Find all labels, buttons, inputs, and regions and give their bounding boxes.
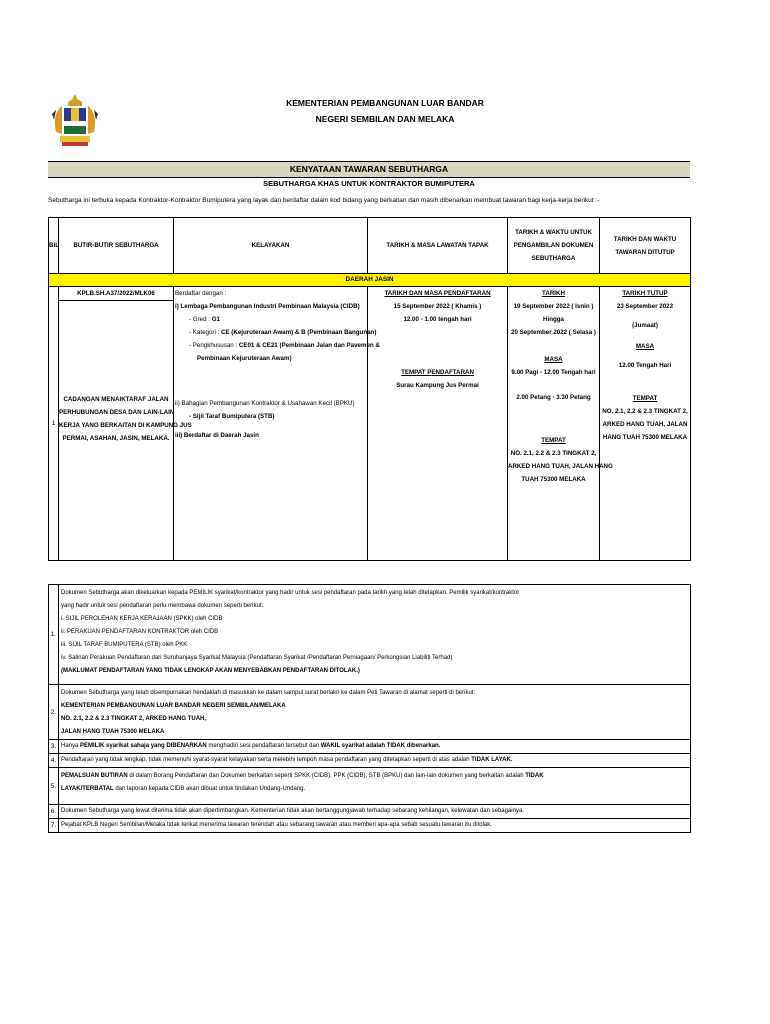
ambil-time-morning: 9.00 Pagi - 12.00 Tengah hari [511, 369, 596, 376]
note-item [49, 805, 691, 819]
note-6: Dokumen Sebutharga yang lewat diterima tidak akan dipertimbangkan. Kementerian tidak akan bertanggungjawab terhadap sebarang kehilangan, kelewatan dan sebagainya. [59, 805, 691, 819]
notice-title: KENYATAAN TAWARAN SEBUTHARGA [48, 161, 690, 178]
note-2 [59, 685, 691, 740]
kelayakan-kategori [175, 326, 377, 339]
note-1-line: iii. SIJIL TARAF BUMIPUTERA (STB) oleh PKK [61, 642, 188, 648]
row-desc-line: PERHUBUNGAN DESA DAN LAIN-LAIN [59, 409, 175, 416]
ambil-masa-heading: MASA [544, 356, 563, 363]
note-item [49, 754, 691, 768]
note-4-part: Pendaftaran yang tidak lengkap, tidak memenuhi syarat-syarat kelayakan serta melebihi tempoh masa pendaftaran yang ditetapkan seperti di atas adalah [61, 757, 472, 763]
header-pengambilan-line1: TARIKH & WAKTU UNTUK [515, 229, 592, 236]
header-butir: BUTIR-BUTIR SEBUTHARGA [59, 218, 174, 274]
header-tutup [600, 218, 691, 274]
tutup-tempat-line: NO. 2.1, 2.2 & 2.3 TINGKAT 2, [602, 408, 688, 415]
kelayakan-intro: Berdaftar dengan : [175, 290, 227, 297]
note-4-part: TIDAK LAYAK. [471, 757, 513, 763]
note-number: 6. [49, 805, 59, 819]
note-2-line: NO. 2.1, 2.2 & 2.3 TINGKAT 2, ARKED HANG TUAH, [61, 716, 207, 722]
note-3-part: PEMILIK syarikat sahaja yang DIBENARKAN [80, 743, 207, 749]
kelayakan-cidb: i) Lembaga Pembangunan Industri Pembinaan Malaysia (CIDB) [175, 303, 360, 310]
note-number: 3. [49, 740, 59, 754]
note-number: 1. [49, 585, 59, 685]
note-item [49, 768, 691, 805]
ambil-date-from: 19 September 2022 ( Isnin ) [513, 303, 594, 310]
note-number: 5. [49, 768, 59, 805]
gred-value: G1 [211, 316, 220, 323]
kelayakan-pengkhususan [175, 339, 380, 352]
kategori-label: - Kategori : [189, 329, 221, 336]
note-2-line: KEMENTERIAN PEMBANGUNAN LUAR BANDAR NEGERI SEMBILAN/MELAKA [61, 703, 286, 709]
header-lawatan: TARIKH & MASA LAWATAN TAPAK [368, 218, 508, 274]
note-item [49, 585, 691, 685]
note-7: Pejabat KPLB Negeri Sembilan/Melaka tidak terikat menerima tawaran terendah atau sebarang tawaran atau memberi apa-apa sebab sesuatu tawaran itu ditolak. [59, 819, 691, 833]
note-item [49, 740, 691, 754]
tutup-tempat-heading: TEMPAT [632, 395, 658, 402]
note-1-line: (MAKLUMAT PENDAFTARAN YANG TIDAK LENGKAP AKAN MENYEBABKAN PENDAFTARAN DITOLAK.) [61, 668, 360, 674]
table-header-row [49, 218, 691, 274]
note-5 [59, 768, 691, 805]
note-3 [59, 740, 691, 754]
ambil-hingga: Hingga [543, 316, 564, 323]
pengkhususan-value-line2: Pembinaan Kejuruteraan Awam) [197, 355, 292, 362]
note-number: 2. [49, 685, 59, 740]
note-3-part: Hanya [61, 743, 81, 749]
kelayakan-gred [175, 313, 366, 326]
row-desc-line: CADANGAN MENAIKTARAF JALAN [63, 396, 169, 403]
tutup-time: 12.00 Tengah Hari [618, 362, 672, 369]
note-number: 7. [49, 819, 59, 833]
header-bil: BIL [49, 218, 59, 274]
ambil-tempat-line: ARKED HANG TUAH, JALAN HANG [508, 463, 613, 470]
table-row [49, 287, 691, 561]
tutup-masa-heading: MASA [635, 343, 655, 350]
ambil-time-afternoon: 2.00 Petang - 3.30 Petang [516, 394, 591, 401]
lawatan-date: 15 September 2022 ( Khamis ) [393, 303, 482, 310]
state-name: NEGERI SEMBILAN DAN MELAKA [315, 114, 455, 124]
tutup-tempat-line: ARKED HANG TUAH, JALAN [602, 421, 688, 428]
ambil-tempat-heading: TEMPAT [541, 437, 566, 444]
note-5-part: PEMALSUAN BUTIRAN [61, 773, 128, 779]
note-1-line: yang hadir untuk sesi pendaftaran perlu membawa dokumen seperti berikut: [61, 603, 264, 609]
kategori-value: CE (Kejuruteraan Awam) & B (Pembinaan Bangunan) [220, 329, 377, 336]
header-tutup-line2: TAWARAN DITUTUP [615, 248, 675, 256]
header-pengambilan [508, 218, 600, 274]
tutup-tempat-line: HANG TUAH 75300 MELAKA [602, 434, 688, 441]
tutup-day: (Jumaat) [632, 322, 658, 329]
note-number: 4. [49, 754, 59, 768]
note-5-part: TIDAK [525, 773, 544, 779]
note-5-part: LAYAK/TERBATAL [61, 786, 114, 792]
header-tutup-line1: TARIKH DAN WAKTU [613, 235, 677, 243]
lawatan-place-heading: TEMPAT PENDAFTARAN [401, 369, 474, 376]
note-3-part: menghadiri sesi pendaftaran tersebut dan [206, 743, 321, 749]
note-1-line: ii. PERAKUAN PENDAFTARAN KONTRAKTOR oleh CIDB [61, 629, 219, 635]
pengkhususan-label: - Pengkhususan : [189, 342, 239, 349]
gred-label: - Gred : [189, 316, 212, 323]
row-kelayakan [174, 287, 380, 561]
header-pengambilan-line2: PENGAMBILAN DOKUMEN [513, 242, 594, 249]
kelayakan-bpku: ii) Bahagian Pembangunan Kontraktor & Usahawan Kecil (BPKU) [175, 400, 355, 407]
tutup-date: 23 September 2022 [616, 303, 674, 310]
row-tutup [600, 287, 691, 561]
note-3-part: WAKIL syarikat adalah TIDAK dibenarkan. [320, 743, 441, 749]
notice-subtitle: SEBUTHARGA KHAS UNTUK KONTRAKTOR BUMIPUTERA [263, 179, 475, 188]
lawatan-place: Surau Kampung Jus Permai [396, 382, 479, 389]
note-1-line: Dokumen Sebutharga akan dikeluarkan kepada PEMILIK syarikat/kontraktor yang hadir untuk sesi pendaftaran pada tarikh yang telah ditetapkan. Pemilik syarikat/kontraktor [61, 590, 520, 596]
pengkhususan-value: CE01 & CE21 (Pembinaan Jalan dan Pavemen & [238, 342, 380, 349]
row-ref: KPLB.SH.A37/2022/MLK06 [59, 287, 173, 301]
note-1 [59, 585, 691, 685]
note-item [49, 819, 691, 833]
intro-text: Sebutharga ini terbuka kepada Kontraktor-Kontraktor Bumiputera yang layak dan berdaftar dalam kod bidang yang berkaitan dan masih dibenarkan membuat tawaran bagi kerja-kerja berikut :- [48, 197, 600, 204]
row-desc [59, 301, 192, 445]
notes-table [48, 584, 691, 833]
ambil-date-to: 20 September 2022 ( Selasa ) [511, 329, 596, 336]
note-2-line: JALAN HANG TUAH 75300 MELAKA [61, 729, 165, 735]
header-kelayakan: KELAYAKAN [174, 218, 368, 274]
row-desc-line: PERMAI, ASAHAN, JASIN, MELAKA. [62, 435, 170, 442]
kelayakan-daerah: iii) Berdaftar di Daerah Jasin [175, 432, 259, 439]
note-1-line: iv. Salinan Perakuan Pendaftaran dari Suruhanjaya Syarikat Malaysia (Pendaftaran Syarikat /Pendaftaran Perniagaan/ Perkongsian Liabiliti Terhad) [61, 655, 453, 661]
header-pengambilan-line3: SEBUTHARGA [531, 255, 576, 262]
ambil-tempat-line: NO. 2.1, 2.2 & 2.3 TINGKAT 2, [510, 450, 597, 457]
row-butir [59, 287, 192, 561]
row-lawatan [368, 287, 508, 561]
note-1-line: i. SIJIL PEROLEHAN KERJA KERAJAAN (SPKK) oleh CIDB [61, 616, 223, 622]
row-bil: 1 [49, 287, 59, 561]
lawatan-heading: TARIKH DAN MASA PENDAFTARAN [384, 290, 491, 297]
ministry-name: KEMENTERIAN PEMBANGUNAN LUAR BANDAR [286, 98, 484, 108]
lawatan-time: 12.00 - 1.00 tengah hari [403, 316, 472, 323]
row-desc-line: KERJA YANG BERKAITAN DI KAMPUNG JUS [59, 422, 192, 429]
kelayakan-stb: - Sijil Taraf Bumiputera (STB) [189, 413, 275, 420]
row-pengambilan [508, 287, 613, 561]
ambil-tempat-line: TUAH 75300 MELAKA [521, 476, 586, 483]
tender-table [48, 217, 691, 561]
note-5-part: di dalam Borang Pendaftaran dan Dokumen berkaitan seperti SPKK (CIDB), PPK (CIDB), STB (BPKU) dan lain-lain dokumen yang berkaitan adalah [127, 773, 526, 779]
tutup-tarikh-heading: TARIKH TUTUP [622, 290, 668, 297]
note-4 [59, 754, 691, 768]
note-item [49, 685, 691, 740]
note-2-line: Dokumen Sebutharga yang telah disempurnakan hendaklah di masukkan ke dalam sampul surat berlakri ke dalam Peti Tawaran di alamat seperti di berikut: [61, 690, 476, 696]
ambil-tarikh-heading: TARIKH [542, 290, 565, 297]
daerah-label: DAERAH JASIN [49, 274, 691, 287]
note-5-part: dan laporan kepada CIDB akan dibuat untuk tindakan Undang-Undang. [113, 786, 306, 792]
